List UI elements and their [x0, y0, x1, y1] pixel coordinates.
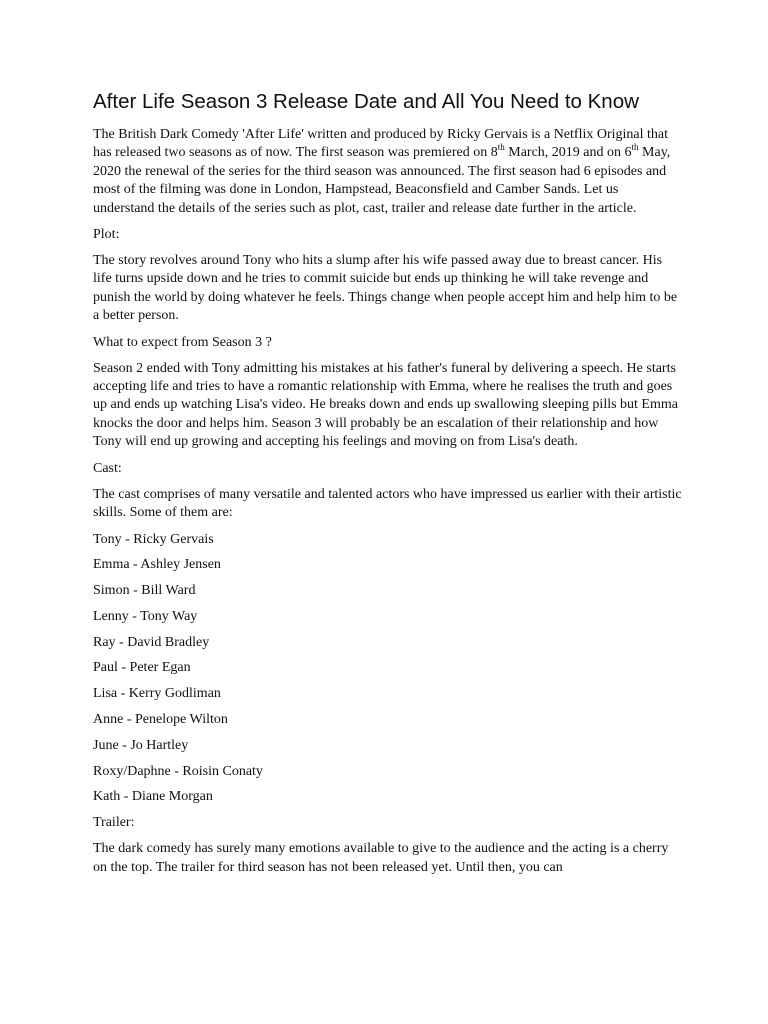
season3-paragraph: Season 2 ended with Tony admitting his mistakes at his father's funeral by delivering a speech. He starts accepting life and tries to have a romantic relationship with Emma, where he realises the truth and goes up and ends up watching Lisa's video. He breaks down and ends up swallowing sleeping pills but Emma knocks the door and helps him. Season 3 will probably be an escalation of their relationship and how Tony will end up growing and accepting his feelings and moving on from Lisa's death.: [93, 360, 678, 450]
trailer-heading: Trailer:: [93, 815, 135, 831]
trailer-paragraph: The dark comedy has surely many emotions available to give to the audience and the acting is a cherry on the top. The trailer for third season has not been released yet. Until then, you can: [93, 841, 669, 875]
cast-item: Anne - Penelope Wilton: [93, 712, 228, 728]
cast-item: Lenny - Tony Way: [93, 608, 198, 624]
cast-heading: Cast:: [93, 460, 122, 476]
intro-paragraph: [93, 126, 683, 218]
cast-list: [93, 531, 683, 815]
plot-heading: Plot:: [93, 227, 120, 243]
cast-item: June - Jo Hartley: [93, 737, 189, 753]
cast-intro-paragraph: The cast comprises of many versatile and talented actors who have impressed us earlier with their artistic skills. Some of them are:: [93, 486, 682, 521]
cast-item: Paul - Peter Egan: [93, 660, 191, 676]
cast-item: Emma - Ashley Jensen: [93, 557, 221, 573]
plot-paragraph: The story revolves around Tony who hits a slump after his wife passed away due to breast cancer. His life turns upside down and he tries to commit suicide but ends up thinking he will take revenge and punish the world by doing whatever he feels. Things change when people accept him and help him to be a better person.: [93, 253, 678, 324]
cast-item: Ray - David Bradley: [93, 634, 210, 650]
intro-text-3: May, 2020 the renewal of the series for the third season was announced. The first season had 6 episodes and most of the filming was done in London, Hampstead, Beaconsfield and Camber Sands. Let us understand the details of the series such as plot, cast, trailer and release date further in the article.: [93, 145, 671, 216]
intro-superscript-2: th: [631, 142, 639, 153]
cast-item: Tony - Ricky Gervais: [93, 531, 214, 547]
cast-item: Simon - Bill Ward: [93, 583, 196, 599]
season3-heading: What to expect from Season 3 ?: [93, 334, 272, 350]
cast-item: Lisa - Kerry Godliman: [93, 686, 221, 702]
cast-item: Kath - Diane Morgan: [93, 789, 213, 805]
intro-text-2: March, 2019 and on 6: [504, 145, 632, 161]
cast-item: Roxy/Daphne - Roisin Conaty: [93, 763, 263, 779]
intro-text-1: The British Dark Comedy 'After Life' written and produced by Ricky Gervais is a Netflix Original that has released two seasons as of now. The first season was premiered on 8: [93, 127, 669, 161]
article-title: After Life Season 3 Release Date and All You Need to Know: [93, 90, 639, 113]
document-page: [93, 88, 683, 885]
intro-superscript-1: th: [497, 142, 505, 153]
